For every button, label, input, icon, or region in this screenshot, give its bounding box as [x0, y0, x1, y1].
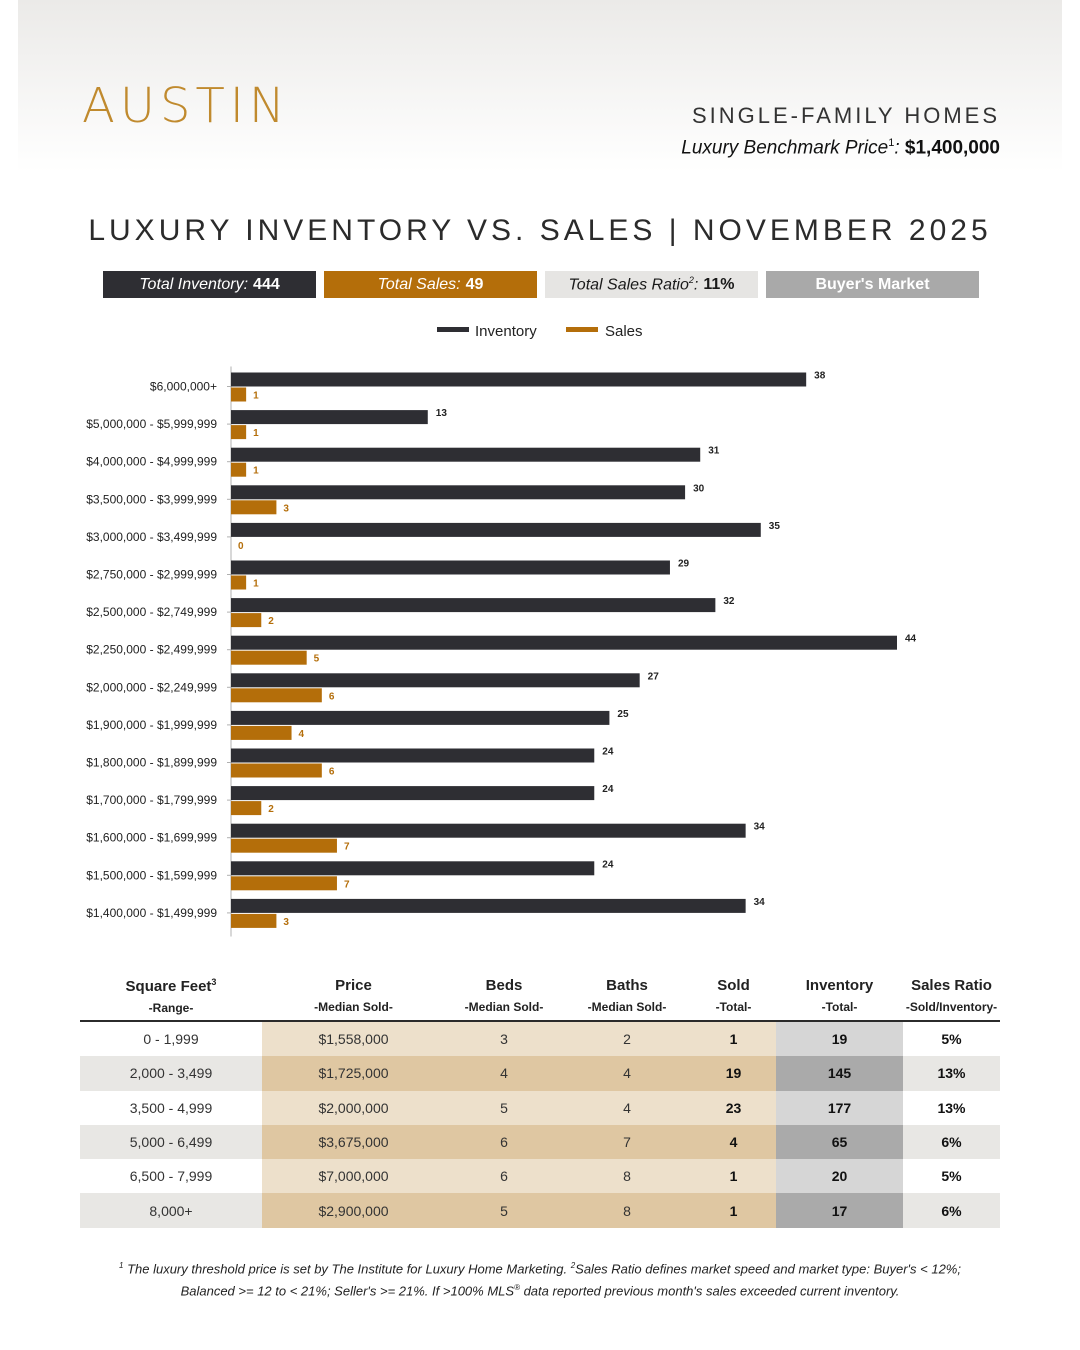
footnote-sup-2: 2	[570, 1261, 576, 1270]
inventory-bar	[231, 448, 700, 462]
sales-data-label: 3	[283, 503, 289, 515]
table-cell: 4	[563, 1056, 691, 1090]
segment-title: SINGLE-FAMILY HOMES	[691, 103, 1000, 128]
table-cell: 1	[691, 1022, 776, 1056]
table-cell: $1,725,000	[262, 1056, 445, 1090]
sales-bar	[231, 688, 322, 702]
column-title: Sales Ratio	[911, 977, 992, 994]
table-cell: 145	[776, 1056, 903, 1090]
y-tick-label: $5,000,000 - $5,999,999	[86, 417, 217, 432]
column-subtitle: -Median Sold-	[314, 1000, 393, 1014]
sales-bar	[231, 914, 276, 928]
ratio-value: 11%	[703, 275, 735, 293]
sales-data-label: 1	[253, 428, 259, 440]
ratio-sup: 2	[688, 274, 694, 285]
inventory-bar	[231, 523, 761, 537]
y-tick-label: $1,600,000 - $1,699,999	[86, 830, 217, 845]
table-cell: $2,000,000	[262, 1091, 445, 1125]
inventory-data-label: 29	[677, 558, 690, 570]
inventory-bar	[231, 824, 746, 838]
total-inventory-label: Total Inventory:	[139, 275, 249, 293]
y-tick-label: $2,750,000 - $2,999,999	[86, 567, 217, 582]
column-title: Price	[335, 977, 372, 994]
table-cell: 6	[445, 1125, 563, 1159]
inventory-bar	[231, 899, 746, 913]
inventory-data-label: 25	[617, 708, 629, 720]
table-cell: 6	[445, 1159, 563, 1193]
table-cell: 8	[563, 1159, 691, 1193]
sales-data-label: 2	[268, 616, 274, 628]
benchmark-value: $1,400,000	[904, 137, 1000, 159]
inventory-data-label: 30	[693, 483, 705, 495]
y-tick-label: $2,500,000 - $2,749,999	[86, 605, 217, 620]
inventory-bar	[231, 636, 897, 650]
table-cell: 13%	[903, 1091, 1000, 1125]
sales-bar	[231, 839, 337, 853]
ratio-label: Total Sales Ratio	[568, 276, 689, 294]
legend-label-inventory: Inventory	[475, 323, 537, 340]
table-cell: 6%	[903, 1193, 1000, 1227]
inventory-sales-chart	[0, 310, 1080, 950]
column-subtitle: -Median Sold-	[587, 1000, 667, 1014]
table-cell: 19	[776, 1022, 903, 1056]
inventory-bar	[231, 598, 715, 612]
table-cell: 5%	[903, 1022, 1000, 1056]
sales-bar	[231, 463, 246, 477]
sales-data-label: 5	[313, 653, 320, 665]
sales-bar	[231, 651, 307, 665]
footnote-sup-reg: ®	[514, 1283, 520, 1293]
column-title: Square Feet$^3$	[125, 977, 217, 995]
total-inventory-badge	[103, 271, 316, 298]
footnote-line1b: Sales Ratio defines market speed and market type: Buyer's < 12%;	[575, 1261, 961, 1277]
inventory-bar	[231, 711, 609, 725]
inventory-data-label: 13	[435, 408, 447, 420]
inventory-data-label: 34	[753, 821, 765, 833]
column-subtitle: -Range-	[148, 1001, 194, 1015]
inventory-data-label: 44	[905, 633, 917, 645]
sales-bar	[231, 388, 246, 402]
sales-bar	[231, 425, 246, 439]
footnote	[90, 1256, 990, 1301]
sales-bar	[231, 576, 246, 590]
y-tick-label: $1,500,000 - $1,599,999	[86, 868, 217, 883]
total-inventory-value: 444	[253, 275, 280, 293]
table-cell: 3,500 - 4,999	[80, 1091, 262, 1125]
y-tick-label: $2,000,000 - $2,249,999	[86, 680, 217, 695]
inventory-bar	[231, 410, 428, 424]
table-cell: 1	[691, 1159, 776, 1193]
sales-bar	[231, 764, 322, 778]
table-row	[80, 1022, 1000, 1056]
table-cell: 13%	[903, 1056, 1000, 1090]
column-header	[445, 977, 563, 1021]
inventory-data-label: 31	[708, 445, 720, 457]
column-subtitle: -Total-	[821, 1000, 858, 1014]
table-cell: 8,000+	[80, 1193, 262, 1227]
y-tick-label: $6,000,000+	[149, 379, 217, 394]
sales-data-label: 3	[283, 916, 289, 928]
table-cell: $7,000,000	[262, 1159, 445, 1193]
y-tick-label: $1,700,000 - $1,799,999	[86, 793, 217, 808]
sales-data-label: 1	[253, 390, 259, 402]
inventory-data-label: 32	[723, 596, 735, 608]
column-subtitle: -Total-	[715, 1000, 752, 1014]
inventory-bar	[231, 861, 594, 875]
sales-data-label: 7	[343, 841, 350, 853]
inventory-bar	[231, 485, 685, 499]
column-title: Inventory	[805, 977, 874, 994]
market-type-badge: Buyer's Market	[766, 271, 979, 298]
y-tick-label: $3,500,000 - $3,999,999	[86, 492, 217, 507]
table-cell: $3,675,000	[262, 1125, 445, 1159]
table-cell: 5	[445, 1091, 563, 1125]
column-header	[903, 977, 1000, 1021]
legend-swatch-inventory	[437, 327, 469, 332]
table-cell: 20	[776, 1159, 903, 1193]
table-cell: 5%	[903, 1159, 1000, 1193]
column-subtitle: -Sold/Inventory-	[905, 1000, 998, 1014]
table-cell: 4	[445, 1056, 563, 1090]
table-cell: 2	[563, 1022, 691, 1056]
inventory-bar	[231, 673, 640, 687]
sales-data-label: 6	[328, 691, 335, 703]
report-title: LUXURY INVENTORY VS. SALES | NOVEMBER 2025	[88, 214, 992, 247]
table-cell: 4	[691, 1125, 776, 1159]
table-cell: $1,558,000	[262, 1022, 445, 1056]
column-title: Sold	[717, 977, 750, 994]
sales-data-label: 7	[343, 879, 350, 891]
footnote-line2b: data reported previous month's sales exceeded current inventory.	[519, 1283, 900, 1299]
table-cell: 8	[563, 1193, 691, 1227]
table-row	[80, 1125, 1000, 1159]
table-cell: 4	[563, 1091, 691, 1125]
table-cell: 65	[776, 1125, 903, 1159]
table-cell: 1	[691, 1193, 776, 1227]
column-title: Baths	[606, 977, 648, 994]
column-header	[563, 977, 691, 1021]
sales-data-label: 4	[298, 728, 305, 740]
y-tick-label: $1,900,000 - $1,999,999	[86, 717, 217, 732]
sales-bar	[231, 613, 261, 627]
y-tick-label: $4,000,000 - $4,999,999	[86, 454, 217, 469]
footnote-line2a: Balanced >= 12 to < 21%; Seller's >= 21%. If >100% MLS	[180, 1283, 515, 1299]
table-row	[80, 1056, 1000, 1090]
inventory-data-label: 24	[602, 784, 614, 796]
table-cell: $2,900,000	[262, 1193, 445, 1227]
sales-data-label: 6	[328, 766, 335, 778]
inventory-bar	[231, 786, 594, 800]
table-cell: 5,000 - 6,499	[80, 1125, 262, 1159]
footnote-line1a: The luxury threshold price is set by The Institute for Luxury Home Marketing.	[123, 1261, 571, 1277]
legend-swatch-sales	[566, 327, 598, 332]
total-sales-label: Total Sales:	[377, 275, 461, 293]
table-cell: 0 - 1,999	[80, 1022, 262, 1056]
city-title: AUSTIN	[82, 78, 290, 134]
sales-bar	[231, 801, 261, 815]
table-row	[80, 1159, 1000, 1193]
sales-bar	[231, 876, 337, 890]
metrics-table	[80, 1022, 1000, 1228]
total-sales-badge	[324, 271, 537, 298]
column-header	[262, 977, 445, 1021]
sales-bar	[231, 726, 292, 740]
inventory-bar	[231, 749, 594, 763]
sales-data-label: 0	[238, 540, 244, 552]
column-subtitle: -Median Sold-	[464, 1000, 544, 1014]
footnote-sup-1: 1	[119, 1261, 124, 1270]
inventory-data-label: 34	[753, 896, 765, 908]
table-cell: 5	[445, 1193, 563, 1227]
benchmark-label: Luxury Benchmark Price	[681, 137, 889, 159]
benchmark-price: Luxury Benchmark Price$^1$: $1,400,000	[681, 137, 1000, 159]
sales-data-label: 2	[268, 804, 274, 816]
table-cell: 23	[691, 1091, 776, 1125]
column-title-sup: 3	[211, 977, 217, 987]
inventory-data-label: 38	[814, 370, 826, 382]
inventory-bar	[231, 373, 806, 387]
y-tick-label: $1,400,000 - $1,499,999	[86, 905, 217, 920]
column-header	[691, 977, 776, 1021]
table-cell: 3	[445, 1022, 563, 1056]
total-sales-ratio-badge	[545, 271, 758, 298]
column-header	[80, 977, 262, 1021]
inventory-data-label: 24	[602, 746, 614, 758]
inventory-bar	[231, 561, 670, 575]
table-cell: 6%	[903, 1125, 1000, 1159]
inventory-data-label: 27	[647, 671, 659, 683]
sales-data-label: 1	[253, 578, 259, 590]
inventory-data-label: 24	[602, 859, 614, 871]
sales-bar	[231, 500, 276, 514]
table-row	[80, 1193, 1000, 1227]
table-cell: 2,000 - 3,499	[80, 1056, 262, 1090]
y-tick-label: $3,000,000 - $3,499,999	[86, 529, 217, 544]
table-cell: 7	[563, 1125, 691, 1159]
table-cell: 17	[776, 1193, 903, 1227]
y-tick-label: $2,250,000 - $2,499,999	[86, 642, 217, 657]
ratio-colon: :	[693, 276, 699, 294]
table-cell: 19	[691, 1056, 776, 1090]
column-title: Beds	[485, 977, 523, 994]
y-tick-label: $1,800,000 - $1,899,999	[86, 755, 217, 770]
inventory-data-label: 35	[768, 520, 780, 532]
table-cell: 6,500 - 7,999	[80, 1159, 262, 1193]
benchmark-sup: 1	[888, 137, 895, 149]
table-cell: 177	[776, 1091, 903, 1125]
table-row	[80, 1091, 1000, 1125]
column-header	[776, 977, 903, 1021]
total-sales-value: 49	[465, 275, 484, 293]
sales-data-label: 1	[253, 465, 259, 477]
legend-label-sales: Sales	[605, 323, 643, 340]
